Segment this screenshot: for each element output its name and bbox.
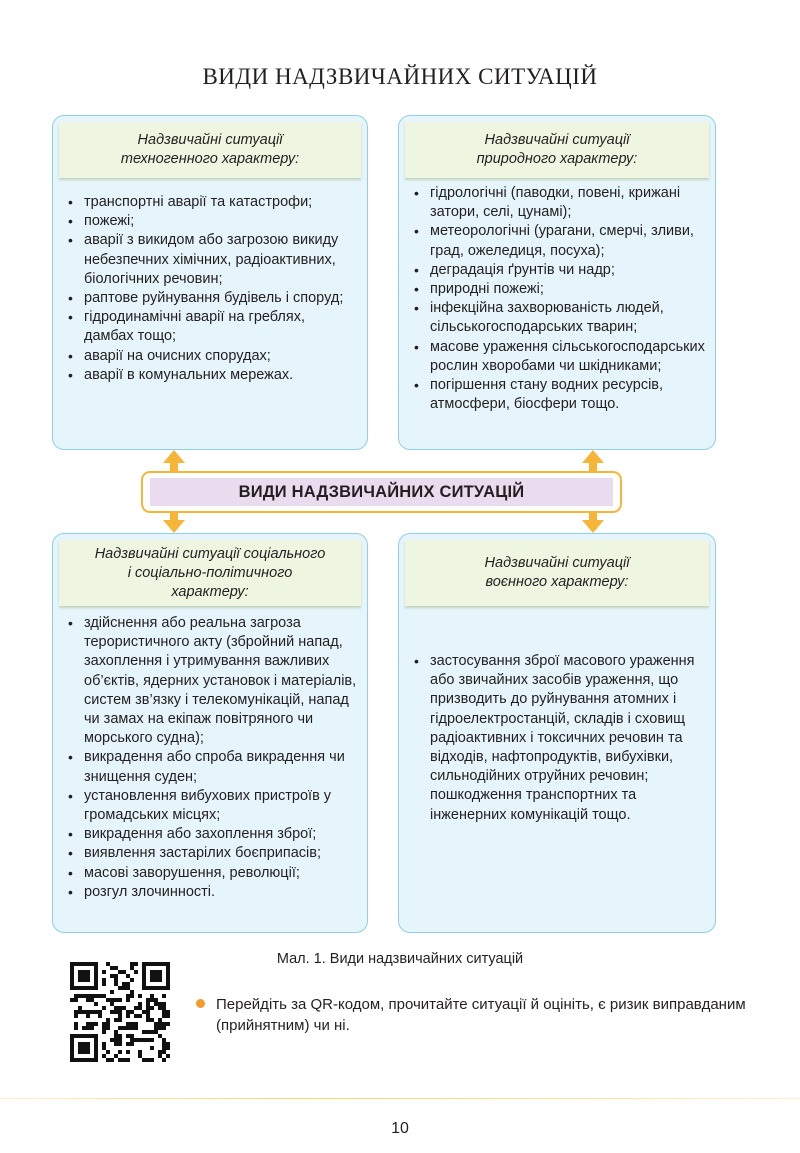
list-item: • застосування зброї масового ураження або звичайних засобів ураження, що призводить до руйнування атомних і гідроелектростанцій, складів і сховищ радіоактивних і токсичних речовин та відходів, нафтопродуктів, вибухівки, сильнодійних отруйних речовин; пошкодження транспортних та інженерних комунікацій тощо. — [413, 652, 705, 825]
list-item: • здійснення або реальна загроза терористичного акту (збройний напад, захоплення і утримування важливих об’єктів, ядерних установок і матеріалів, систем зв’язку і телекомунікацій, напад чи замах на екіпаж повітряного чи морського судна); — [67, 614, 357, 748]
list-item: • аварії в комунальних мережах. — [67, 366, 357, 385]
list-item: • транспортні аварії та катастрофи; — [67, 193, 357, 212]
list-item: • гідрологічні (паводки, повені, крижані затори, селі, цунамі); — [413, 184, 705, 222]
card-technogenic-list — [67, 193, 357, 385]
figure-caption: Мал. 1. Види надзвичайних ситуацій — [276, 951, 524, 967]
list-item: • раптове руйнування будівель і споруд; — [67, 289, 357, 308]
card-social-list — [67, 614, 357, 902]
list-item: • деградація ґрунтів чи надр; — [413, 261, 705, 280]
card-technogenic — [52, 115, 368, 450]
card-natural — [398, 115, 716, 450]
list-item: • установлення вибухових пристроїв у громадських місцях; — [67, 787, 357, 825]
header-line: і соціально-політичного — [127, 564, 293, 581]
list-item: • інфекційна захворюваність людей, сільськогосподарських тварин; — [413, 299, 705, 337]
footer-divider — [0, 1098, 800, 1099]
list-item: • природні пожежі; — [413, 280, 705, 299]
center-label-frame — [141, 471, 622, 513]
header-line: Надзвичайні ситуації — [137, 132, 283, 148]
orange-dot-icon — [196, 999, 205, 1008]
list-item: • аварії на очисних спорудах; — [67, 347, 357, 366]
card-military — [398, 533, 716, 933]
list-item: • розгул злочинності. — [67, 883, 357, 902]
card-military-list — [413, 652, 705, 825]
list-item: • аварії з викидом або загрозою викиду небезпечних хімічних, радіоактивних, біологічних речовин; — [67, 231, 357, 289]
card-natural-list — [413, 184, 705, 414]
header-line: Надзвичайні ситуації — [484, 132, 630, 148]
header-line: природного характеру: — [476, 151, 638, 167]
header-line: Надзвичайні ситуації — [484, 555, 630, 571]
header-line: техногенного характеру: — [120, 151, 300, 167]
task — [196, 994, 756, 1036]
page-title: ВИДИ НАДЗВИЧАЙНИХ СИТУАЦІЙ — [202, 64, 598, 89]
page-number: 10 — [391, 1120, 409, 1137]
card-military-header — [405, 540, 709, 606]
list-item: • погіршення стану водних ресурсів, атмосфери, біосфери тощо. — [413, 376, 705, 414]
card-social — [52, 533, 368, 933]
list-item: • гідродинамічні аварії на греблях, дамбах тощо; — [67, 308, 357, 346]
list-item: • викрадення або захоплення зброї; — [67, 825, 357, 844]
qr-code-icon[interactable] — [70, 962, 170, 1062]
list-item: • викрадення або спроба викрадення чи знищення суден; — [67, 748, 357, 786]
header-line: воєнного характеру: — [485, 574, 629, 590]
card-social-header — [59, 540, 361, 606]
task-text: Перейдіть за QR-кодом, прочитайте ситуації й оцініть, є ризик виправданим (прийнятним) чи ні. — [216, 996, 746, 1034]
center-label: ВИДИ НАДЗВИЧАЙНИХ СИТУАЦІЙ — [150, 478, 613, 506]
card-natural-header — [405, 122, 709, 178]
list-item: • метеорологічні (урагани, смерчі, зливи, град, ожеледиця, посуха); — [413, 222, 705, 260]
card-technogenic-header — [59, 122, 361, 178]
list-item: • пожежі; — [67, 212, 357, 231]
list-item: • масове ураження сільськогосподарських рослин хворобами чи шкідниками; — [413, 338, 705, 376]
header-line: характеру: — [171, 583, 249, 600]
list-item: • виявлення застарілих боєприпасів; — [67, 844, 357, 863]
list-item: • масові заворушення, революції; — [67, 864, 357, 883]
header-line: Надзвичайні ситуації соціального — [94, 545, 326, 562]
